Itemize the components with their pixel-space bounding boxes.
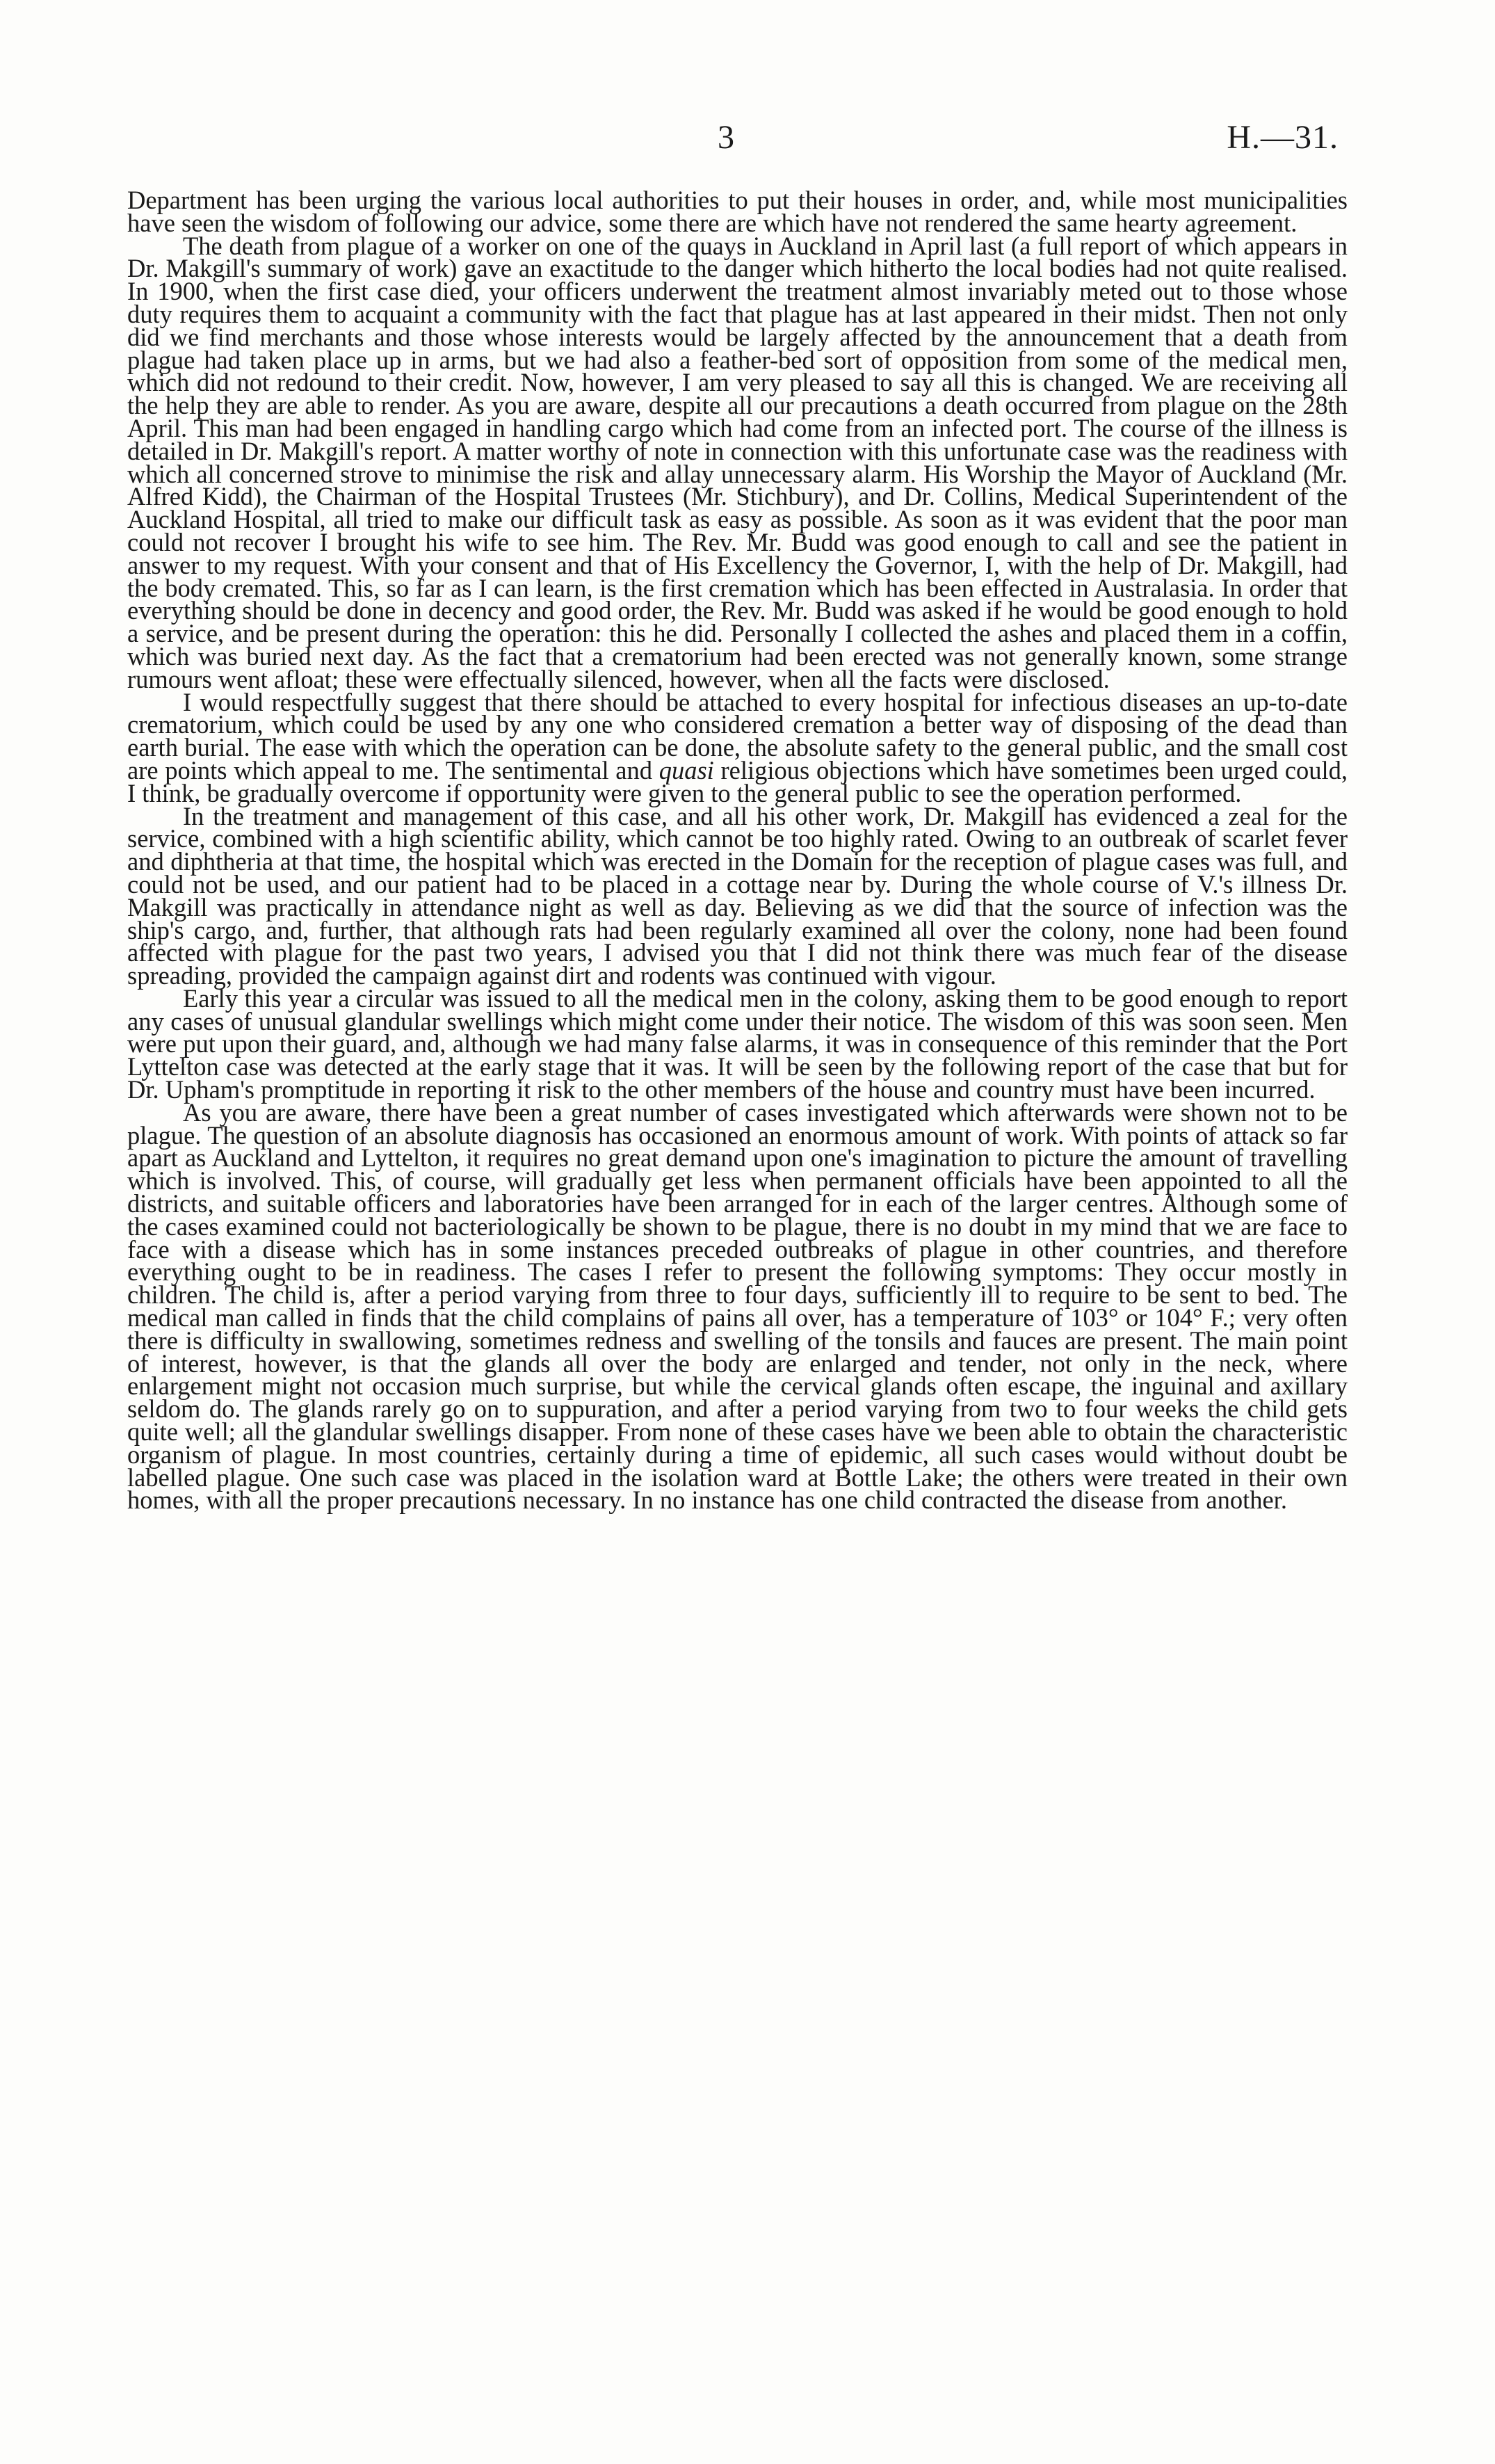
page-header <box>0 117 1495 166</box>
paragraph-crematorium-suggestion <box>127 687 1348 807</box>
paragraph-medical-circular: Early this year a circular was issued to all the medical men in the colony, asking them to be good enough to report any cases of unusual glandular swellings which might come under their notice. The wisdom of this was soon seen. Men were put upon their guard, and, although we had many false alarms, it was in consequence of this reminder that the Port Lyttelton case was detected at the early stage that it was. It will be seen by the following report of the case that but for Dr. Upham's promptitude in reporting it risk to the other members of the house and country must have been incurred. <box>127 983 1348 1104</box>
document-reference: H.—31. <box>1227 119 1339 156</box>
paragraph-cases-investigated: As you are aware, there have been a great number of cases investigated which afterwards were shown not to be plague. The question of an absolute diagnosis has occasioned an enormous amount of work. With points of attack so far apart as Auckland and Lyttelton, it requires no great demand upon one's imagination to picture the amount of travelling which is involved. This, of course, will gradually get less when permanent officials have been appointed to all the districts, and suitable officers and laboratories have been arranged for in each of the larger centres. Although some of the cases examined could not bacteriologically be shown to be plague, there is no doubt in my mind that we are face to face with a disease which has in some instances preceded outbreaks of plague in other countries, and therefore everything ought to be in readiness. The cases I refer to present the following symptoms: They occur mostly in children. The child is, after a period varying from three to four days, sufficiently ill to require to be sent to bed. The medical man called in finds that the child complains of pains all over, has a temperature of 103° or 104° F.; very often there is difficulty in swallowing, sometimes redness and swelling of the tonsils and fauces are present. The main point of interest, however, is that the glands all over the body are enlarged and tender, not only in the neck, where enlargement might not occasion much surprise, but while the cervical glands often escape, the inguinal and axillary seldom do. The glands rarely go on to suppuration, and after a period varying from two to four weeks the child gets quite well; all the glandular swellings disapper. From none of these cases have we been able to obtain the characteristic organism of plague. In most countries, certainly during a time of epidemic, all such cases would without doubt be labelled plague. One such case was placed in the isolation ward at Bottle Lake; the others were treated in their own homes, with all the proper precautions necessary. In no instance has one child contracted the disease from another. <box>127 1097 1348 1515</box>
paragraph-text-segment: I would respectfully suggest that there should be attached to every hospital for infectious diseases an up-to-date crematorium, which could be used by any one who considered cremation a better way of disposing of the dead than earth burial. The ease with which the operation can be done, the absolute safety to the general public, and the small cost are points which appeal to me. The sentimental and <box>127 687 1348 784</box>
page-number: 3 <box>718 119 734 156</box>
paragraph-dr-makgill-treatment: In the treatment and management of this case, and all his other work, Dr. Makgill has evidenced a zeal for the service, combined with a high scientific ability, which cannot be too highly rated. Owing to an outbreak of scarlet fever and diphtheria at that time, the hospital which was erected in the Domain for the reception of plague cases was full, and could not be used, and our patient had to be placed in a cottage near by. During the whole course of V.'s illness Dr. Makgill was practically in attendance night as well as day. Believing as we did that the source of infection was the ship's cargo, and, further, that although rats had been regularly examined all over the colony, none had been found affected with plague for the past two years, I advised you that I did not think there was much fear of the disease spreading, provided the campaign against dirt and rodents was continued with vigour. <box>127 801 1348 990</box>
paragraph-continuation: Department has been urging the various local authorities to put their houses in order, and, while most municipalities have seen the wisdom of following our advice, some there are which have not rendered the same hearty agreement. <box>127 186 1348 237</box>
paragraph-auckland-plague-death: The death from plague of a worker on one of the quays in Auckland in April last (a full report of which appears in Dr. Makgill's summary of work) gave an exactitude to the danger which hitherto the local bodies had not quite realised. In 1900, when the first case died, your officers underwent the treatment almost invariably meted out to those whose duty requires them to acquaint a community with the fact that plague has at last appeared in their midst. Then not only did we find merchants and those whose interests would be largely affected by the announcement that a death from plague had taken place up in arms, but we had also a feather-bed sort of opposition from some of the medical men, which did not redound to their credit. Now, however, I am very pleased to say all this is changed. We are receiving all the help they are able to render. As you are aware, despite all our precautions a death occurred from plague on the 28th April. This man had been engaged in handling cargo which had come from an infected port. The course of the illness is detailed in Dr. Makgill's report. A matter worthy of note in connection with this unfortunate case was the readiness with which all concerned strove to minimise the risk and allay unnecessary alarm. His Worship the Mayor of Auckland (Mr. Alfred Kidd), the Chairman of the Hospital Trustees (Mr. Stichbury), and Dr. Collins, Medical Superintendent of the Auckland Hospital, all tried to make our difficult task as easy as possible. As soon as it was evident that the poor man could not recover I brought his wife to see him. The Rev. Mr. Budd was good enough to call and see the patient in answer to my request. With your consent and that of His Excellency the Governor, I, with the help of Dr. Makgill, had the body cremated. This, so far as I can learn, is the first cremation which has been effected in Australasia. In order that everything should be done in decency and good order, the Rev. Mr. Budd was asked if he would be good enough to hold a service, and be present during the operation: this he did. Personally I collected the ashes and placed them in a coffin, which was buried next day. As the fact that a crematorium had been erected was not generally known, some strange rumours went afloat; these were effectually silenced, however, when all the facts were disclosed. <box>127 231 1348 693</box>
body-text <box>127 186 1348 1515</box>
italic-term: quasi <box>658 755 714 784</box>
paragraph-text-segment: religious objections which have sometimes been urged could, I think, be gradually overcome if opportunity were given to the general public to see the operation performed. <box>127 755 1348 807</box>
